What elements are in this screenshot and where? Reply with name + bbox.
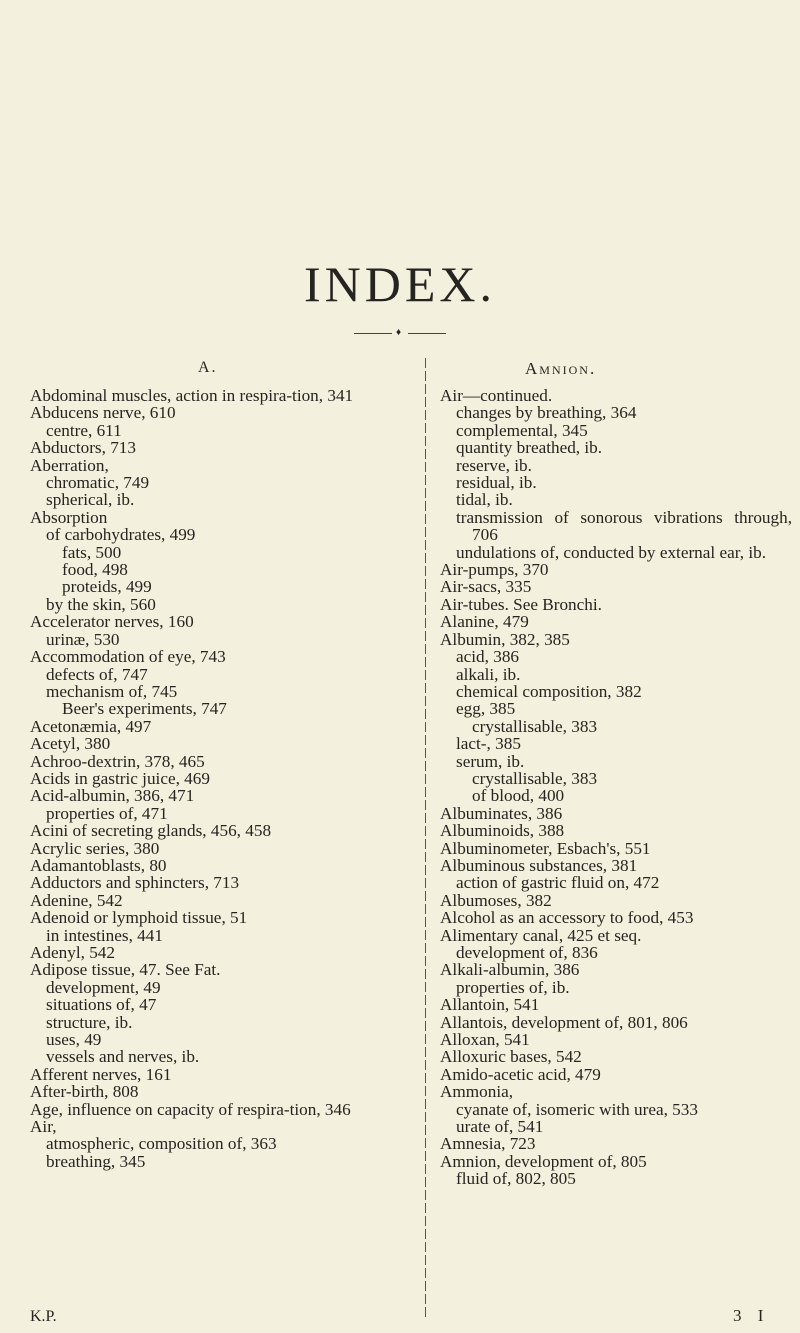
index-entry: Acids in gastric juice, 469 [30,768,210,788]
index-entry: atmospheric, composition of, 363 [46,1134,277,1154]
index-entry: Acetonæmia, 497 [30,716,152,736]
index-entry: Accelerator nerves, 160 [30,612,194,632]
index-entry: fats, 500 [62,542,122,562]
index-entry: chemical composition, 382 [456,681,642,701]
index-entry: chromatic, 749 [46,473,150,493]
index-entry: spherical, ib. [46,490,135,510]
index-entry: centre, 611 [46,420,122,440]
index-entry: proteids, 499 [62,577,152,597]
index-entry: Acid-albumin, 386, 471 [30,786,195,806]
index-entry: Adenoid or lymphoid tissue, 51 [30,908,248,928]
left-column-heading: A. [198,359,218,376]
index-entry: Alloxuric bases, 542 [440,1047,582,1067]
index-entry: of blood, 400 [472,786,565,806]
index-entry: Allantoin, 541 [440,995,540,1015]
index-entry: properties of, ib. [456,977,570,997]
index-entry: acid, 386 [456,647,520,667]
index-entry: by the skin, 560 [46,594,156,614]
ornament-rule-left [354,333,392,334]
index-entry: Acetyl, 380 [30,734,111,754]
left-column [30,387,415,1170]
index-entry: situations of, 47 [46,995,157,1015]
index-entry: food, 498 [62,560,128,580]
index-entry: Alanine, 479 [440,612,529,632]
index-entry: development, 49 [46,977,161,997]
index-entry: in intestines, 441 [46,925,163,945]
index-entry: action of gastric fluid on, 472 [456,873,660,893]
index-entry: Air, [30,1117,57,1137]
index-entry: Abdominal muscles, action in respira-tion, 341 [30,386,354,405]
index-entry: development of, 836 [456,943,598,962]
index-entry: Afferent nerves, 161 [30,1064,172,1084]
index-entry: Air-pumps, 370 [440,560,549,580]
index-entry: mechanism of, 745 [46,681,178,701]
right-column [440,387,792,1188]
index-entry: Albumoses, 382 [440,890,552,910]
index-entry: transmission of sonorous vibrations through, 706 [456,507,792,545]
page-title: INDEX. [303,256,497,312]
index-entry: Accommodation of eye, 743 [30,647,226,667]
index-entry: Aberration, [30,455,109,475]
index-entry: uses, 49 [46,1030,102,1050]
index-entry: Adductors and sphincters, 713 [30,873,240,893]
index-entry: fluid of, 802, 805 [456,1169,576,1189]
index-entry: complemental, 345 [456,420,588,440]
index-entry: Albuminous substances, 381 [440,855,638,875]
ornament-rule-right [408,333,446,334]
index-entry: Air-tubes. See Bronchi. [440,594,602,614]
index-entry: structure, ib. [46,1012,133,1032]
index-entry: Amnesia, 723 [440,1134,536,1154]
index-entry: of carbohydrates, 499 [46,525,196,545]
index-entry: serum, ib. [456,751,525,771]
index-entry: properties of, 471 [46,803,168,823]
index-entry: Alimentary canal, 425 et seq. [440,925,642,945]
index-entry: Albuminometer, Esbach's, 551 [440,838,651,858]
index-entry: Air-sacs, 335 [440,577,532,597]
index-entry: vessels and nerves, ib. [46,1047,200,1067]
sheet-number: 3 I [733,1306,770,1325]
index-entry: Age, influence on capacity of respira-tion, 346 [30,1099,351,1119]
index-entry: Acrylic series, 380 [30,838,160,858]
index-entry: Beer's experiments, 747 [62,699,227,719]
title-ornament [350,327,450,339]
index-entry: Abducens nerve, 610 [30,403,176,423]
index-entry: undulations of, conducted by external ear, ib. [456,542,767,562]
index-entry: Alcohol as an accessory to food, 453 [440,908,694,928]
column-divider [425,358,426,1318]
index-entry: egg, 385 [456,699,516,719]
index-entry: Amnion, development of, 805 [440,1151,647,1171]
index-entry: Absorption [30,507,108,527]
index-entry: Air—continued. [440,386,553,405]
index-entry: cyanate of, isomeric with urea, 533 [456,1099,698,1119]
index-entry: breathing, 345 [46,1151,146,1171]
index-entry: crystallisable, 383 [472,716,598,736]
index-entry: urate of, 541 [456,1117,544,1137]
index-entry: Adipose tissue, 47. See Fat. [30,960,221,980]
index-entry: Adamantoblasts, 80 [30,855,167,875]
index-entry: quantity breathed, ib. [456,438,603,458]
index-entry: Adenyl, 542 [30,943,115,962]
index-entry: lact-, 385 [456,734,521,754]
index-entry: Allantois, development of, 801, 806 [440,1012,688,1032]
index-entry: urinæ, 530 [46,629,120,649]
right-column-heading: Amnion. [525,359,597,378]
signature-mark: K.P. [30,1308,57,1325]
index-entry: Acini of secreting glands, 456, 458 [30,821,272,841]
index-entry: reserve, ib. [456,455,532,475]
index-entry: Adenine, 542 [30,890,123,910]
index-entry: Albumin, 382, 385 [440,629,570,649]
index-entry: Albuminates, 386 [440,803,563,823]
index-entry: After-birth, 808 [30,1082,139,1102]
index-entry: Alkali-albumin, 386 [440,960,580,980]
diamond-icon: ♦ [396,327,402,338]
index-entry: Alloxan, 541 [440,1030,530,1050]
index-entry: Ammonia, [440,1082,514,1102]
index-entry: Amido-acetic acid, 479 [440,1064,601,1084]
index-entry: tidal, ib. [456,490,513,510]
index-entry: changes by breathing, 364 [456,403,637,423]
index-entry: crystallisable, 383 [472,768,598,788]
index-entry: alkali, ib. [456,664,521,684]
index-entry: residual, ib. [456,473,537,493]
index-entry: Abductors, 713 [30,438,136,458]
index-entry: Albuminoids, 388 [440,821,565,841]
index-entry: Achroo-dextrin, 378, 465 [30,751,205,771]
index-entry: defects of, 747 [46,664,148,684]
